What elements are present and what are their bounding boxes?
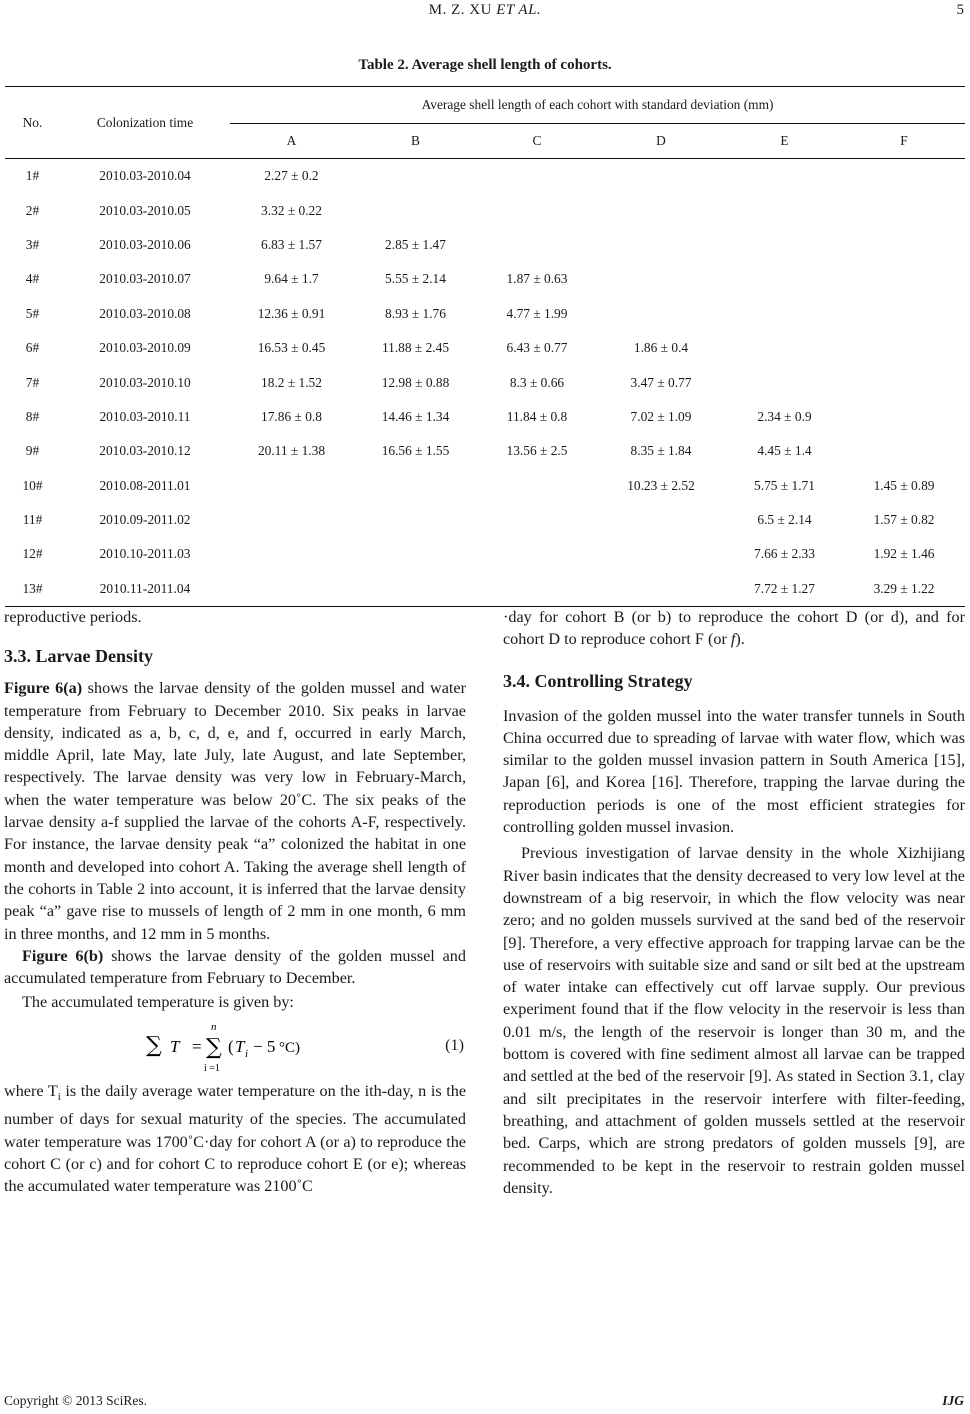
table-row	[5, 365, 965, 399]
copyright-text: Copyright © 2013 SciRes.	[4, 1393, 148, 1408]
cell-no: 9#	[25, 443, 40, 459]
cell-shell-length	[353, 159, 478, 194]
cell-shell-length	[353, 537, 478, 571]
eq-upper-limit: n	[211, 1020, 217, 1033]
section-heading-3-3: 3.3. Larvae Density	[4, 646, 153, 667]
header-cohort-d: D	[656, 133, 666, 148]
cell-no: 6#	[25, 340, 40, 356]
cell-shell-length	[478, 572, 596, 607]
cell-shell-length: 9.64 ± 1.7	[264, 271, 319, 287]
table-row	[5, 159, 965, 194]
cell-no: 5#	[25, 305, 40, 321]
table-row	[5, 434, 965, 468]
table-row	[5, 331, 965, 365]
journal-abbrev: IJG	[942, 1393, 964, 1408]
eq-paren: (	[228, 1036, 234, 1056]
cell-colonization-time: 2010.03-2010.07	[99, 271, 191, 287]
cell-shell-length: 4.45 ± 1.4	[757, 443, 812, 459]
cell-shell-length: 12.98 ± 0.88	[381, 374, 450, 390]
continuation-text: ·day for cohort B (or b) to reproduce the cohort D (or d), and for cohort D to reproduce cohort F (or f).	[503, 608, 965, 649]
cell-shell-length	[726, 365, 843, 399]
cell-shell-length	[726, 331, 843, 365]
cell-shell-length: 14.46 ± 1.34	[381, 408, 450, 424]
cell-shell-length: 18.2 ± 1.52	[261, 374, 322, 390]
cell-colonization-time: 2010.11-2011.04	[99, 580, 191, 596]
equation-1	[4, 1016, 466, 1076]
eq-minus-5: − 5	[253, 1036, 276, 1056]
cell-shell-length	[843, 262, 965, 296]
eq-sub-i: i	[245, 1047, 249, 1060]
cell-shell-length: 13.56 ± 2.5	[506, 443, 568, 459]
cell-shell-length	[596, 537, 726, 571]
cell-no: 8#	[25, 408, 40, 424]
header-colonization-time: Colonization time	[96, 114, 194, 130]
cell-shell-length	[596, 193, 726, 227]
cell-shell-length	[596, 228, 726, 262]
cell-colonization-time: 2010.03-2010.04	[99, 168, 191, 184]
cell-colonization-time: 2010.03-2010.09	[99, 340, 191, 356]
cell-shell-length	[843, 297, 965, 331]
cell-shell-length	[478, 228, 596, 262]
cell-shell-length: 10.23 ± 2.52	[627, 477, 695, 493]
cell-colonization-time: 2010.09-2011.02	[99, 512, 191, 528]
cell-shell-length	[726, 193, 843, 227]
table-row	[5, 572, 965, 607]
cell-shell-length	[726, 297, 843, 331]
eq-equals: =	[192, 1036, 202, 1056]
cell-shell-length: 1.92 ± 1.46	[873, 546, 935, 562]
figure-6b-link[interactable]: Figure 6(b)	[22, 946, 104, 965]
cell-shell-length: 5.75 ± 1.71	[754, 477, 815, 493]
cell-shell-length	[353, 193, 478, 227]
cell-no: 11#	[22, 512, 43, 528]
cell-no: 7#	[25, 374, 40, 390]
eq-lower-limit: i =1	[204, 1062, 220, 1074]
cell-shell-length	[478, 537, 596, 571]
table-row	[5, 228, 965, 262]
cell-shell-length: 3.47 ± 0.77	[630, 374, 692, 390]
cell-shell-length	[478, 469, 596, 503]
table-row	[5, 400, 965, 434]
cell-shell-length	[596, 297, 726, 331]
cell-shell-length: 2.27 ± 0.2	[264, 168, 319, 184]
cell-colonization-time: 2010.10-2011.03	[99, 546, 191, 562]
header-cohort-b: B	[411, 133, 420, 148]
cell-shell-length	[726, 262, 843, 296]
figure-6a-link[interactable]: Figure 6(a)	[4, 679, 83, 698]
running-head	[0, 2, 970, 22]
cell-shell-length	[230, 469, 353, 503]
cell-no: 13#	[22, 580, 43, 596]
cell-shell-length: 3.32 ± 0.22	[261, 202, 322, 218]
cell-shell-length	[843, 365, 965, 399]
cell-shell-length: 16.53 ± 0.45	[257, 340, 326, 356]
cell-shell-length	[478, 193, 596, 227]
cell-shell-length: 1.86 ± 0.4	[633, 340, 689, 356]
cell-colonization-time: 2010.03-2010.11	[99, 408, 191, 424]
cell-shell-length	[843, 228, 965, 262]
eq-deg-c: °C)	[279, 1039, 300, 1056]
cell-no: 4#	[25, 271, 40, 287]
table-row	[5, 297, 965, 331]
cell-no: 3#	[25, 236, 40, 252]
cell-shell-length: 20.11 ± 1.38	[257, 443, 326, 459]
cell-shell-length: 4.77 ± 1.99	[506, 305, 568, 321]
cell-shell-length: 7.72 ± 1.27	[754, 580, 815, 596]
eq-Ti: T	[235, 1036, 245, 1056]
cell-colonization-time: 2010.03-2010.05	[99, 202, 191, 218]
header-shell-length-group: Average shell length of each cohort with standard deviation (mm)	[230, 87, 965, 124]
cell-colonization-time: 2010.08-2011.01	[99, 477, 191, 493]
table-caption: Table 2. Average shell length of cohorts.	[358, 57, 612, 73]
cell-colonization-time: 2010.03-2010.10	[99, 374, 191, 390]
cell-shell-length	[843, 331, 965, 365]
eq-sum-right: ∑	[206, 1034, 222, 1060]
cell-shell-length	[726, 228, 843, 262]
cell-shell-length	[726, 159, 843, 194]
cell-shell-length: 2.85 ± 1.47	[385, 236, 446, 252]
left-column	[4, 606, 466, 1197]
cell-shell-length: 16.56 ± 1.55	[381, 443, 450, 459]
cell-colonization-time: 2010.03-2010.08	[99, 305, 191, 321]
cell-colonization-time: 2010.03-2010.06	[99, 236, 191, 252]
cell-shell-length	[843, 159, 965, 194]
cell-shell-length: 6.43 ± 0.77	[506, 340, 568, 356]
cell-shell-length: 8.35 ± 1.84	[630, 443, 692, 459]
cell-shell-length: 6.83 ± 1.57	[261, 236, 322, 252]
header-no: No.	[22, 114, 43, 130]
header-cohort-c: C	[532, 133, 542, 148]
cell-no: 2#	[25, 202, 40, 218]
header-cohort-e: E	[780, 133, 789, 148]
cell-shell-length: 8.3 ± 0.66	[509, 374, 565, 390]
cell-shell-length: 7.66 ± 2.33	[754, 546, 815, 562]
table-row	[5, 537, 965, 571]
cell-shell-length	[596, 262, 726, 296]
eq-sum-left: ∑	[146, 1032, 162, 1058]
cell-shell-length: 1.45 ± 0.89	[873, 477, 935, 493]
cell-shell-length	[596, 572, 726, 607]
cell-shell-length	[843, 193, 965, 227]
cell-no: 12#	[22, 546, 43, 562]
table-row	[5, 503, 965, 537]
page-number: 5	[956, 2, 964, 18]
cell-shell-length: 11.88 ± 2.45	[381, 340, 450, 356]
table-row	[5, 193, 965, 227]
section-heading-3-4: 3.4. Controlling Strategy	[503, 670, 693, 691]
cell-shell-length	[230, 503, 353, 537]
cell-shell-length	[843, 400, 965, 434]
cell-shell-length: 17.86 ± 0.8	[261, 408, 322, 424]
cohort-table	[5, 86, 965, 607]
cell-shell-length	[596, 159, 726, 194]
cell-no: 1#	[25, 168, 40, 184]
table-row	[5, 262, 965, 296]
header-cohort-a: A	[286, 133, 297, 148]
cell-shell-length: 2.34 ± 0.9	[757, 408, 812, 424]
cell-shell-length: 3.29 ± 1.22	[873, 580, 935, 596]
cell-shell-length: 12.36 ± 0.91	[257, 305, 326, 321]
eq-T: T	[170, 1036, 180, 1056]
header-cohort-f: F	[900, 133, 908, 148]
cell-shell-length	[843, 434, 965, 468]
paragraph-larvae-density: Figure 6(a) shows the larvae density of the golden mussel and water temperature from February to December 2010. Six peaks in larvae density, indicated as a, b, c, d, e, and f, occurred in early March, middle April, late May, late July, late August, and late September, respectively. The larvae density was very low in February-March, when the water temperature was below 20˚C. The six peaks of the larvae density a-f supplied the larvae of the cohorts A-F, respectively. For instance, the larvae density peak “a” colonized the habitat in one month and developed into cohort A. Taking the average shell length of the cohorts in Table 2 into account, it is inferred that the larvae density peak “a” gave rise to mussels of length of 2 mm in one month, 6 mm in three months, and 12 mm in 5 months.	[4, 679, 467, 943]
right-column	[503, 606, 965, 1199]
cell-shell-length	[353, 469, 478, 503]
cell-shell-length	[230, 572, 353, 607]
paragraph-invasion: Invasion of the golden mussel into the water transfer tunnels in South China occurred due to spreading of larvae with water flow, which was similar to the golden mussel invasion pattern in South America [15], Japan [6], and Korea [16]. Therefore, trapping the larvae during the reproduction periods is one of the most efficient strategies for controlling golden mussel invasion.	[503, 706, 965, 837]
cell-shell-length: 11.84 ± 0.8	[506, 408, 568, 424]
author-line: M. Z. XU ET AL.	[428, 2, 542, 18]
cell-shell-length: 8.93 ± 1.76	[385, 305, 446, 321]
paragraph-equation-intro: The accumulated temperature is given by:	[22, 993, 294, 1012]
paragraph-where: where $T_i$ is the daily average water temperature on the ith-day, n is the number of days for sexual maturity of the species. The accumulated water temperature was 1700˚C·day for cohort A (or a) to reproduce the cohort C (or c) and for cohort C to reproduce cohort E (or e); whereas the accumulated water temperature was 2100˚C	[4, 1081, 466, 1196]
intro-text: reproductive periods.	[4, 608, 142, 626]
table-row	[5, 469, 965, 503]
equation-number: (1)	[445, 1035, 464, 1054]
cell-shell-length	[478, 159, 596, 194]
cell-shell-length	[596, 503, 726, 537]
cell-shell-length: 5.55 ± 2.14	[385, 271, 446, 287]
cell-no: 10#	[22, 477, 43, 493]
cell-shell-length	[478, 503, 596, 537]
paragraph-previous-investigation: Previous investigation of larvae density in the whole Xizhijiang River basin indicates that the density decreased to very low level at the downstream of a big reservoir, in which the flow velocity was near zero; and no golden mussels survived at the sand bed of the reservoir [9]. Therefore, a very effective approach for trapping larvae can be the use of reservoirs with suitable size and sand or silt bed at the upstream of water intake can effectively cut off larvae supply. Our previous experiment found that if the flow velocity in the reservoir is less than 0.01 m/s, the length of the reservoir is longer than 30 m, and the bottom is covered with fine sediment almost all larvae can be trapped and settled at the bed of the reservoir [9]. As stated in Section 3.1, clay and silt precipitates in the reservoir interfere with filter-feeding, breathing, and attachment of golden mussels settled at the reservoir bed. Carps, which are strong predators of golden mussels [9], are recommended to be kept in the reservoir to restrain golden mussel density.	[503, 844, 965, 1197]
cell-shell-length	[230, 537, 353, 571]
cell-shell-length: 1.87 ± 0.63	[506, 271, 568, 287]
cell-colonization-time: 2010.03-2010.12	[99, 443, 191, 459]
paragraph-accumulated: Figure 6(b) shows the larvae density of the golden mussel and accumulated temperature from February to December.	[4, 946, 466, 988]
cell-shell-length: 7.02 ± 1.09	[630, 408, 692, 424]
cell-shell-length: 1.57 ± 0.82	[873, 512, 935, 528]
cell-shell-length	[353, 503, 478, 537]
equation-graphic	[140, 1016, 310, 1074]
cell-shell-length	[353, 572, 478, 607]
cell-shell-length: 6.5 ± 2.14	[757, 512, 812, 528]
